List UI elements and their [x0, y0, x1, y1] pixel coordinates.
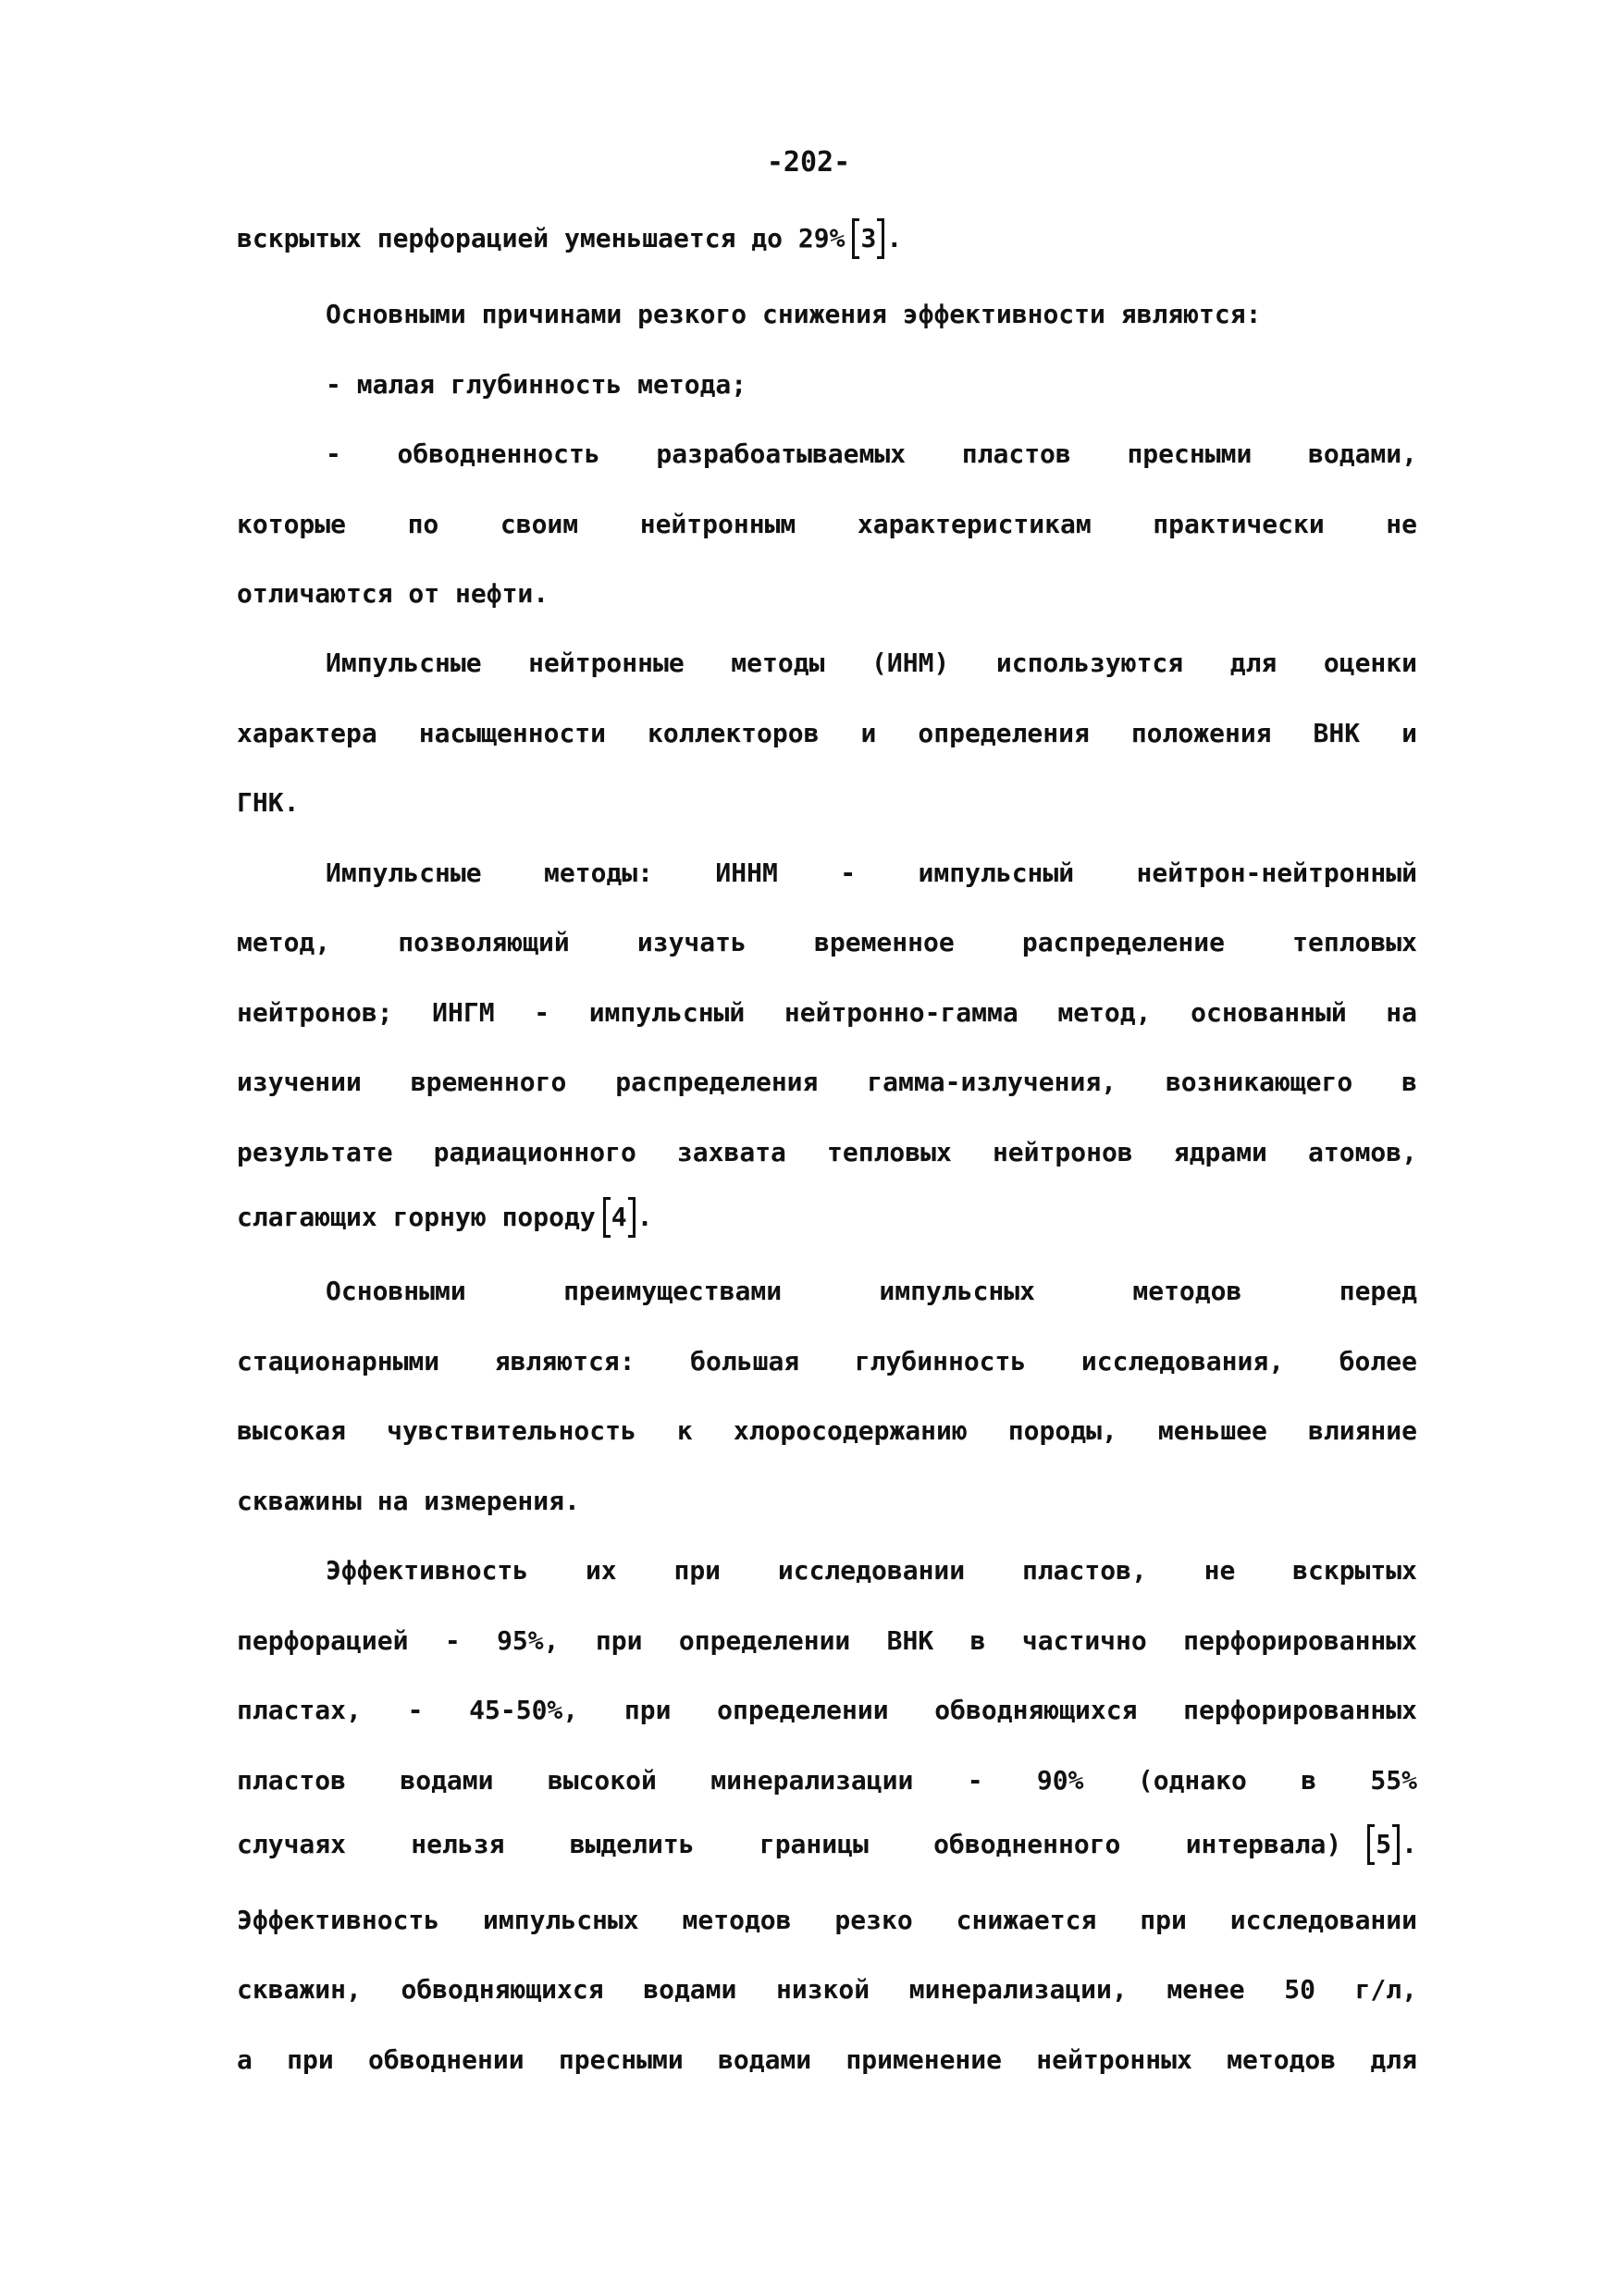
line-punct: . [636, 1202, 653, 1232]
line-text: изучении временного распределения гамма-излучения, возникающего в [237, 1067, 1417, 1097]
text-line [237, 506, 1417, 543]
text-line [237, 1343, 1417, 1380]
line-text: характера насыщенности коллекторов и определения положения ВНК и [237, 718, 1417, 748]
line-text: результате радиационного захвата тепловых нейтронов ядрами атомов, [237, 1137, 1417, 1167]
text-line [237, 1413, 1417, 1450]
line-text: Эффективность их при исследовании пластов, не вскрытых [326, 1555, 1417, 1586]
text-line [237, 1197, 1417, 1238]
text-line [326, 1552, 1417, 1589]
text-line [326, 855, 1417, 892]
text-line [326, 1273, 1417, 1310]
line-text: Основными причинами резкого снижения эффективности являются: [326, 299, 1262, 329]
line-text: случаях нельзя выделить границы обводненного интервала) [237, 1829, 1342, 1859]
text-line [237, 1824, 1417, 1865]
line-text: Импульсные нейтронные методы (ИНМ) используются для оценки [326, 648, 1417, 678]
line-text: перфорацией - 95%, при определении ВНК в частично перфорированных [237, 1625, 1417, 1656]
list-item [326, 436, 1417, 473]
line-text: высокая чувствительность к хлоросодержанию породы, меньшее влияние [237, 1415, 1417, 1446]
text-line [237, 1762, 1417, 1799]
text-line [237, 1134, 1417, 1171]
line-text: Импульсные методы: ИННМ - импульсный нейтрон-нейтронный [326, 858, 1417, 888]
text-line [237, 1064, 1417, 1101]
text-line [326, 296, 1417, 333]
line-text: вскрытых перфорацией уменьшается до 29% [237, 223, 846, 253]
line-text: а при обводнении пресными водами применение нейтронных методов для [237, 2044, 1417, 2075]
line-text: которые по своим нейтронным характеристикам практически не [237, 509, 1417, 539]
citation-ref: 3 [852, 218, 884, 259]
text-line [237, 1971, 1417, 2008]
line-text: ГНК. [237, 787, 300, 818]
line-text: метод, позволяющий изучать временное распределение тепловых [237, 927, 1417, 957]
line-text: пластах, - 45-50%, при определении обводняющихся перфорированных [237, 1695, 1417, 1725]
line-text: Основными преимуществами импульсных методов перед [326, 1276, 1417, 1306]
text-line [237, 1483, 1417, 1520]
text-line [237, 218, 1417, 259]
line-text: отличаются от нефти. [237, 578, 549, 609]
line-text: стационарными являются: большая глубинность исследования, более [237, 1346, 1417, 1376]
line-text: Эффективность импульсных методов резко снижается при исследовании [237, 1905, 1417, 1935]
citation-ref: 4 [603, 1197, 636, 1238]
text-line [326, 645, 1417, 682]
line-text: скважин, обводняющихся водами низкой минерализации, менее 50 г/л, [237, 1974, 1417, 2005]
line-text: - малая глубинность метода; [326, 369, 747, 400]
line-text: пластов водами высокой минерализации - 90% (однако в 55% [237, 1765, 1417, 1796]
line-text: - обводненность разрабоатываемых пластов пресными водами, [326, 438, 1417, 469]
text-line [237, 1902, 1417, 1939]
text-line [237, 575, 1417, 612]
text-line [237, 1623, 1417, 1660]
line-text: скважины на измерения. [237, 1486, 580, 1516]
text-line [237, 784, 1417, 821]
text-line [237, 2042, 1417, 2079]
text-line [237, 715, 1417, 752]
text-line [237, 1692, 1417, 1729]
line-text: нейтронов; ИНГМ - импульсный нейтронно-гамма метод, основанный на [237, 997, 1417, 1028]
text-line [237, 994, 1417, 1031]
line-punct: . [1401, 1829, 1417, 1859]
text-line [237, 924, 1417, 961]
page-number: -202- [766, 146, 851, 179]
list-item [326, 366, 1417, 403]
line-text: слагающих горную породу [237, 1202, 596, 1232]
citation-ref: 5 [1367, 1824, 1400, 1865]
line-punct: . [886, 223, 903, 253]
